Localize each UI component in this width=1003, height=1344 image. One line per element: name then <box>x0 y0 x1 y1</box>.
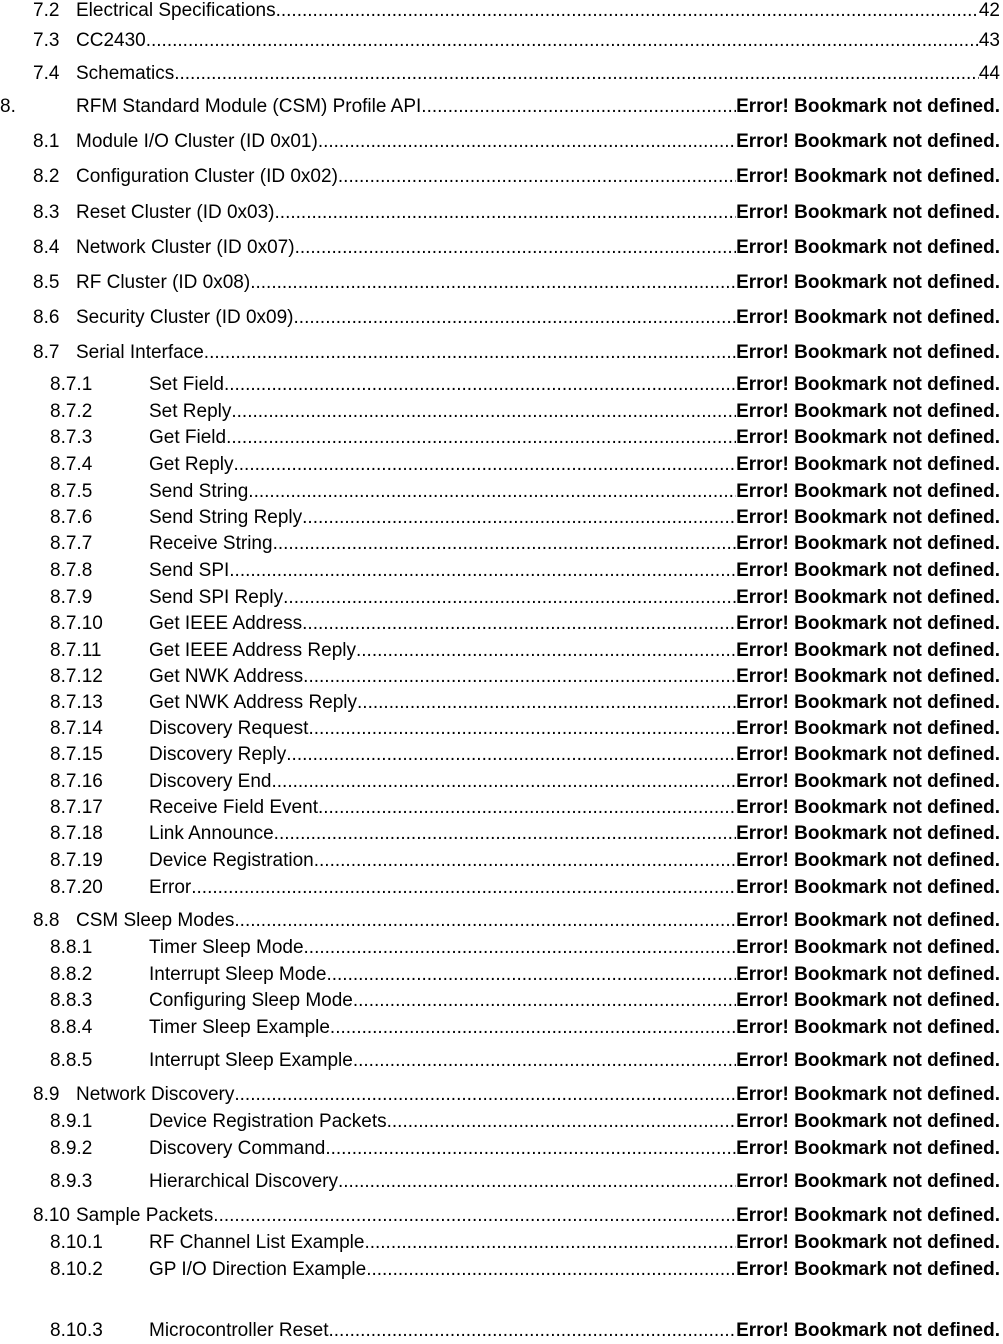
toc-entry[interactable] <box>0 877 1000 901</box>
toc-entry-page: Error! Bookmark not defined. <box>736 454 1000 475</box>
toc-entry-title: Send SPI Reply <box>149 587 284 608</box>
toc-entry-title: Receive String <box>149 533 273 554</box>
dot-leader <box>283 587 736 609</box>
toc-entry[interactable] <box>0 131 1000 155</box>
toc-entry-title: Get Reply <box>149 454 234 475</box>
toc-entry-page: Error! Bookmark not defined. <box>736 718 1000 739</box>
toc-entry[interactable] <box>0 63 1000 87</box>
toc-entry-number: 8.2 <box>33 166 60 187</box>
toc-entry-page: Error! Bookmark not defined. <box>736 666 1000 687</box>
toc-entry-page: Error! Bookmark not defined. <box>736 910 1000 931</box>
toc-entry-title: Module I/O Cluster (ID 0x01) <box>76 131 318 152</box>
dot-leader <box>314 850 736 872</box>
toc-entry-number: 8.7.4 <box>50 454 93 475</box>
toc-entry[interactable] <box>0 718 1000 742</box>
toc-entry-title: Set Field <box>149 374 224 395</box>
toc-entry[interactable] <box>0 0 1000 24</box>
toc-entry[interactable] <box>0 692 1000 716</box>
dot-leader <box>302 507 736 529</box>
dot-leader <box>234 1084 736 1106</box>
toc-entry-page: Error! Bookmark not defined. <box>736 401 1000 422</box>
toc-entry-page: Error! Bookmark not defined. <box>736 587 1000 608</box>
toc-entry-number: 8.8.3 <box>50 990 93 1011</box>
toc-entry-number: 8.7.19 <box>50 850 103 871</box>
toc-entry-page: Error! Bookmark not defined. <box>736 96 1000 117</box>
dot-leader <box>357 692 736 714</box>
toc-entry-page: Error! Bookmark not defined. <box>736 744 1000 765</box>
dot-leader <box>302 613 736 635</box>
toc-entry-number: 7.4 <box>33 63 60 84</box>
toc-entry-title: Get IEEE Address <box>149 613 303 634</box>
dot-leader <box>274 823 736 845</box>
toc-entry-title: CSM Sleep Modes <box>76 910 235 931</box>
toc-entry[interactable] <box>0 166 1000 190</box>
toc-entry[interactable] <box>0 937 1000 961</box>
dot-leader <box>250 272 736 294</box>
toc-entry-number: 8.7.7 <box>50 533 93 554</box>
toc-entry[interactable] <box>0 640 1000 664</box>
toc-entry-number: 8.5 <box>33 272 60 293</box>
toc-entry-number: 8.7 <box>33 342 60 363</box>
toc-entry[interactable] <box>0 374 1000 398</box>
toc-entry-page: Error! Bookmark not defined. <box>736 374 1000 395</box>
toc-entry-page: Error! Bookmark not defined. <box>736 342 1000 363</box>
toc-entry-title: Security Cluster (ID 0x09) <box>76 307 294 328</box>
toc-entry-title: Get IEEE Address Reply <box>149 640 356 661</box>
toc-entry-title: Network Cluster (ID 0x07) <box>76 237 295 258</box>
toc-entry[interactable] <box>0 1017 1000 1041</box>
toc-entry[interactable] <box>0 1111 1000 1135</box>
dot-leader <box>191 877 736 899</box>
dot-leader <box>308 718 736 740</box>
toc-entry-page: Error! Bookmark not defined. <box>736 272 1000 293</box>
toc-entry[interactable] <box>0 481 1000 505</box>
toc-entry-page: Error! Bookmark not defined. <box>736 964 1000 985</box>
dot-leader <box>387 1111 736 1133</box>
toc-entry-number: 7.3 <box>33 30 60 51</box>
toc-entry[interactable] <box>0 1320 1000 1344</box>
toc-entry[interactable] <box>0 666 1000 690</box>
toc-entry-title: Send SPI <box>149 560 230 581</box>
toc-entry-number: 8.4 <box>33 237 60 258</box>
dot-leader <box>325 1138 736 1160</box>
toc-entry-number: 8.8.2 <box>50 964 93 985</box>
dot-leader <box>338 166 736 188</box>
toc-entry-title: GP I/O Direction Example <box>149 1259 367 1280</box>
toc-entry-page: Error! Bookmark not defined. <box>736 1232 1000 1253</box>
toc-entry-title: Interrupt Sleep Example <box>149 1050 353 1071</box>
dot-leader <box>353 990 736 1012</box>
toc-entry-title: Discovery Command <box>149 1138 326 1159</box>
toc-entry-number: 8.7.2 <box>50 401 93 422</box>
toc-entry-page: Error! Bookmark not defined. <box>736 1084 1000 1105</box>
toc-entry[interactable] <box>0 427 1000 451</box>
toc-entry-title: Get NWK Address <box>149 666 304 687</box>
toc-entry-page: Error! Bookmark not defined. <box>736 613 1000 634</box>
dot-leader <box>231 401 736 423</box>
toc-entry-number: 8.7.13 <box>50 692 103 713</box>
toc-entry-title: CC2430 <box>76 30 146 51</box>
dot-leader <box>329 1320 737 1342</box>
toc-entry-page: Error! Bookmark not defined. <box>736 481 1000 502</box>
toc-entry-title: Configuring Sleep Mode <box>149 990 353 1011</box>
toc-entry-title: Discovery Reply <box>149 744 287 765</box>
toc-entry-page: Error! Bookmark not defined. <box>736 1259 1000 1280</box>
toc-entry-title: Get Field <box>149 427 227 448</box>
toc-entry-number: 8.7.14 <box>50 718 103 739</box>
toc-entry-page: 42 <box>978 0 1000 21</box>
toc-entry-number: 8.10 <box>33 1205 70 1226</box>
toc-entry-page: Error! Bookmark not defined. <box>736 850 1000 871</box>
toc-entry[interactable] <box>0 910 1000 934</box>
dot-leader <box>275 202 737 224</box>
toc-entry-page: Error! Bookmark not defined. <box>736 237 1000 258</box>
toc-entry-title: Microcontroller Reset <box>149 1320 329 1341</box>
toc-entry-page: Error! Bookmark not defined. <box>736 1111 1000 1132</box>
toc-entry-title: Hierarchical Discovery <box>149 1171 338 1192</box>
toc-entry-number: 8.7.17 <box>50 797 103 818</box>
dot-leader <box>146 30 979 52</box>
toc-entry-title: Receive Field Event <box>149 797 318 818</box>
dot-leader <box>233 454 736 476</box>
toc-entry-page: Error! Bookmark not defined. <box>736 166 1000 187</box>
dot-leader <box>303 666 736 688</box>
toc-entry[interactable] <box>0 744 1000 768</box>
toc-entry-title: Error <box>149 877 192 898</box>
toc-entry-title: RF Channel List Example <box>149 1232 365 1253</box>
toc-entry-page: Error! Bookmark not defined. <box>736 1138 1000 1159</box>
toc-entry-number: 8.9 <box>33 1084 60 1105</box>
toc-entry-number: 8.7.8 <box>50 560 93 581</box>
toc-entry-title: Serial Interface <box>76 342 204 363</box>
toc-entry-number: 8.8.5 <box>50 1050 93 1071</box>
toc-entry[interactable] <box>0 964 1000 988</box>
toc-entry-page: Error! Bookmark not defined. <box>736 823 1000 844</box>
toc-entry[interactable] <box>0 1205 1000 1229</box>
toc-entry[interactable] <box>0 771 1000 795</box>
toc-entry-number: 8.7.16 <box>50 771 103 792</box>
toc-entry[interactable] <box>0 587 1000 611</box>
toc-entry-page: Error! Bookmark not defined. <box>736 1320 1000 1341</box>
toc-entry[interactable] <box>0 533 1000 557</box>
dot-leader <box>248 481 736 503</box>
toc-entry[interactable] <box>0 507 1000 531</box>
toc-entry-page: Error! Bookmark not defined. <box>736 692 1000 713</box>
toc-entry[interactable] <box>0 202 1000 226</box>
toc-entry-number: 8.7.12 <box>50 666 103 687</box>
toc-entry-title: Interrupt Sleep Mode <box>149 964 327 985</box>
toc-entry-title: Device Registration <box>149 850 314 871</box>
toc-entry-number: 8.8.1 <box>50 937 93 958</box>
toc-entry-page: 43 <box>978 30 1000 51</box>
dot-leader <box>330 1017 736 1039</box>
dot-leader <box>326 964 736 986</box>
toc-entry[interactable] <box>0 1259 1000 1283</box>
toc-entry-page: Error! Bookmark not defined. <box>736 1171 1000 1192</box>
toc-entry-number: 8.7.6 <box>50 507 93 528</box>
toc-entry[interactable] <box>0 342 1000 366</box>
dot-leader <box>286 744 736 766</box>
toc-entry-title: Reset Cluster (ID 0x03) <box>76 202 275 223</box>
toc-entry-title: Configuration Cluster (ID 0x02) <box>76 166 338 187</box>
toc-entry-number: 8.7.15 <box>50 744 103 765</box>
toc-entry-number: 8.10.1 <box>50 1232 103 1253</box>
toc-entry[interactable] <box>0 272 1000 296</box>
toc-entry-title: Device Registration Packets <box>149 1111 387 1132</box>
toc-entry-number: 8.10.2 <box>50 1259 103 1280</box>
toc-entry[interactable] <box>0 823 1000 847</box>
toc-entry-title: RF Cluster (ID 0x08) <box>76 272 251 293</box>
toc-entry[interactable] <box>0 454 1000 478</box>
toc-entry-title: Timer Sleep Example <box>149 1017 330 1038</box>
toc-entry-number: 8.7.20 <box>50 877 103 898</box>
toc-entry-page: Error! Bookmark not defined. <box>736 1205 1000 1226</box>
toc-entry[interactable] <box>0 1232 1000 1256</box>
toc-entry-title: Set Reply <box>149 401 232 422</box>
toc-entry-number: 8.7.9 <box>50 587 93 608</box>
dot-leader <box>353 1050 736 1072</box>
toc-entry-number: 7.2 <box>33 0 60 21</box>
toc-entry[interactable] <box>0 237 1000 261</box>
toc-entry-title: Discovery End <box>149 771 272 792</box>
dot-leader <box>318 797 736 819</box>
toc-entry-page: Error! Bookmark not defined. <box>736 307 1000 328</box>
toc-entry-number: 8.7.11 <box>50 640 102 661</box>
toc-entry-page: Error! Bookmark not defined. <box>736 771 1000 792</box>
toc-entry-page: 44 <box>978 63 1000 84</box>
toc-entry-page: Error! Bookmark not defined. <box>736 507 1000 528</box>
toc-entry-number: 8.9.3 <box>50 1171 93 1192</box>
toc-entry-number: 8.7.5 <box>50 481 93 502</box>
toc-entry-page: Error! Bookmark not defined. <box>736 797 1000 818</box>
toc-entry-page: Error! Bookmark not defined. <box>736 990 1000 1011</box>
toc-entry[interactable] <box>0 1050 1000 1074</box>
toc-entry-title: Send String <box>149 481 249 502</box>
toc-entry-title: Link Announce <box>149 823 274 844</box>
dot-leader <box>364 1232 736 1254</box>
toc-entry-number: 8.6 <box>33 307 60 328</box>
toc-entry-title: Get NWK Address Reply <box>149 692 358 713</box>
dot-leader <box>294 307 737 329</box>
dot-leader <box>273 533 737 555</box>
dot-leader <box>421 96 736 118</box>
toc-entry-number: 8.9.1 <box>50 1111 93 1132</box>
dot-leader <box>304 937 737 959</box>
toc-entry[interactable] <box>0 613 1000 637</box>
toc-entry-page: Error! Bookmark not defined. <box>736 427 1000 448</box>
dot-leader <box>295 237 737 259</box>
toc-entry-number: 8. <box>0 96 16 117</box>
dot-leader <box>338 1171 736 1193</box>
dot-leader <box>276 0 979 22</box>
toc-entry-title: Timer Sleep Mode <box>149 937 304 958</box>
toc-entry-number: 8.7.10 <box>50 613 103 634</box>
toc-entry-page: Error! Bookmark not defined. <box>736 877 1000 898</box>
dot-leader <box>366 1259 736 1281</box>
toc-entry[interactable] <box>0 96 1000 120</box>
toc-entry-title: RFM Standard Module (CSM) Profile API <box>76 96 422 117</box>
toc-entry-page: Error! Bookmark not defined. <box>736 1050 1000 1071</box>
toc-entry-number: 8.3 <box>33 202 60 223</box>
dot-leader <box>356 640 736 662</box>
toc-entry[interactable] <box>0 797 1000 821</box>
toc-entry[interactable] <box>0 1171 1000 1195</box>
toc-entry-title: Electrical Specifications <box>76 0 276 21</box>
toc-entry-number: 8.8.4 <box>50 1017 93 1038</box>
dot-leader <box>234 910 736 932</box>
dot-leader <box>226 427 736 449</box>
toc-entry[interactable] <box>0 307 1000 331</box>
dot-leader <box>229 560 736 582</box>
dot-leader <box>174 63 979 85</box>
dot-leader <box>318 131 736 153</box>
toc-entry[interactable] <box>0 990 1000 1014</box>
toc-entry-page: Error! Bookmark not defined. <box>736 937 1000 958</box>
dot-leader <box>272 771 737 793</box>
toc-entry-page: Error! Bookmark not defined. <box>736 640 1000 661</box>
dot-leader <box>224 374 736 396</box>
toc-entry-title: Discovery Request <box>149 718 309 739</box>
toc-entry-number: 8.7.18 <box>50 823 103 844</box>
toc-entry-page: Error! Bookmark not defined. <box>736 533 1000 554</box>
toc-entry-page: Error! Bookmark not defined. <box>736 1017 1000 1038</box>
toc-entry[interactable] <box>0 1138 1000 1162</box>
toc-entry-title: Schematics <box>76 63 175 84</box>
toc-entry-title: Send String Reply <box>149 507 303 528</box>
dot-leader <box>213 1205 736 1227</box>
toc-entry-page: Error! Bookmark not defined. <box>736 202 1000 223</box>
toc-entry-title: Network Discovery <box>76 1084 235 1105</box>
toc-entry-number: 8.8 <box>33 910 60 931</box>
toc-entry-page: Error! Bookmark not defined. <box>736 131 1000 152</box>
toc-entry-number: 8.10.3 <box>50 1320 103 1341</box>
toc-entry-number: 8.1 <box>33 131 60 152</box>
toc-entry[interactable] <box>0 1084 1000 1108</box>
toc-entry[interactable] <box>0 850 1000 874</box>
toc-entry-number: 8.7.1 <box>50 374 93 395</box>
toc-entry-number: 8.7.3 <box>50 427 93 448</box>
toc-entry-title: Sample Packets <box>76 1205 214 1226</box>
toc-entry[interactable] <box>0 560 1000 584</box>
dot-leader <box>204 342 736 364</box>
toc-entry-number: 8.9.2 <box>50 1138 93 1159</box>
toc-entry[interactable] <box>0 401 1000 425</box>
toc-entry-page: Error! Bookmark not defined. <box>736 560 1000 581</box>
toc-entry[interactable] <box>0 30 1000 54</box>
